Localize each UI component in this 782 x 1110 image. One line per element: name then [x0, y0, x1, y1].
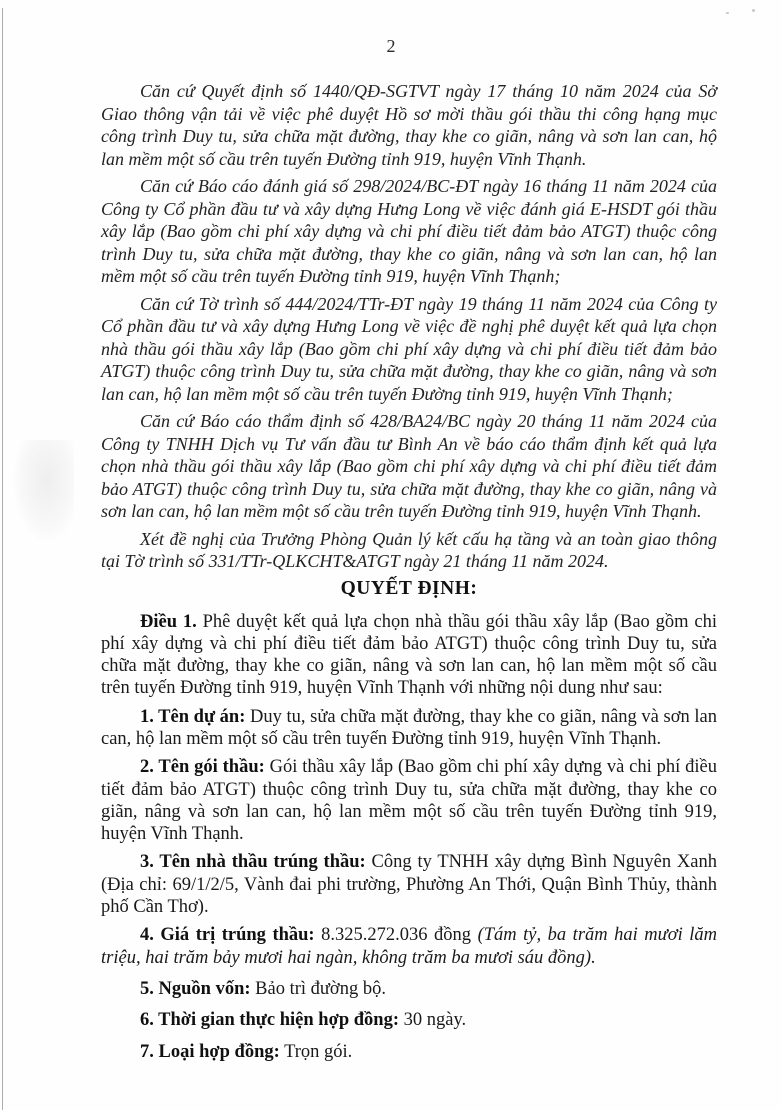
- item-4-label: 4. Giá trị trúng thầu:: [140, 925, 315, 946]
- item-contract-duration: [101, 1009, 717, 1031]
- item-winning-value: [101, 924, 717, 969]
- scan-speck-artifact: [752, 9, 755, 12]
- recital-paragraph-1: Căn cứ Quyết định số 1440/QĐ-SGTVT ngày 17 tháng 10 năm 2024 của Sở Giao thông vận tải về việc phê duyệt Hồ sơ mời thầu gói thầu thi công hạng mục công trình Duy tu, sửa chữa mặt đường, thay khe co giãn, nâng và sơn lan can, hộ lan mềm một số cầu trên tuyến Đường tỉnh 919, huyện Vĩnh Thạnh.: [101, 81, 717, 169]
- item-1-value: Duy tu, sửa chữa mặt đường, thay khe co giãn, nâng và sơn lan can, hộ lan mềm một số cầu trên tuyến Đường tỉnh 919, huyện Vĩnh Thạnh.: [101, 706, 717, 749]
- item-3-value: Công ty TNHH xây dựng Bình Nguyên Xanh (Địa chỉ: 69/1/2/5, Vành đai phi trường, Phường An Thới, Quận Bình Thủy, thành phố Cần Thơ).: [101, 852, 718, 918]
- article-1-text: Phê duyệt kết quả lựa chọn nhà thầu gói thầu xây lắp (Bao gồm chi phí xây dựng và chi phí điều tiết đảm bảo ATGT) thuộc công trình Duy tu, sửa chữa mặt đường, thay khe co giãn, nâng và sơn lan can, hộ lan mềm một số cầu trên tuyến Đường tỉnh 919, huyện Vĩnh Thạnh với những nội dung như sau:: [101, 611, 718, 699]
- article-1-paragraph: [101, 611, 717, 700]
- item-7-value: Trọn gói.: [284, 1041, 353, 1062]
- scan-edge-line: [2, 8, 3, 1110]
- recital-paragraph-4: Căn cứ Báo cáo thẩm định số 428/BA24/BC ngày 20 tháng 11 năm 2024 của Công ty TNHH Dịch vụ Tư vấn đầu tư Bình An về báo cáo thẩm định kết quả lựa chọn nhà thầu gói thầu xây lắp (Bao gồm chi phí xây dựng và chi phí điều tiết đảm bảo ATGT) thuộc công trình Duy tu, sửa chữa mặt đường, thay khe co giãn, nâng và sơn lan can, hộ lan mềm một số cầu trên tuyến Đường tỉnh 919, huyện Vĩnh Thạnh.: [101, 411, 717, 521]
- item-2-value: Gói thầu xây lắp (Bao gồm chi phí xây dựng và chi phí điều tiết đảm bảo ATGT) thuộc công trình Duy tu, sửa chữa mặt đường, thay khe co giãn, nâng và sơn lan can, hộ lan mềm một số cầu trên tuyến Đường tỉnh 919, huyện Vĩnh Thạnh.: [101, 757, 718, 845]
- article-1-label: Điều 1.: [140, 611, 197, 632]
- item-6-value: 30 ngày.: [403, 1010, 467, 1031]
- page-number: 2: [386, 36, 396, 56]
- item-4-value: 8.325.272.036 đồng: [321, 925, 472, 946]
- item-6-label: 6. Thời gian thực hiện hợp đồng:: [140, 1010, 399, 1031]
- recital-paragraph-5: Xét đề nghị của Trưởng Phòng Quản lý kết cấu hạ tầng và an toàn giao thông tại Tờ trình số 331/TTr-QLKCHT&ATGT ngày 21 tháng 11 năm 2024.: [101, 528, 717, 571]
- scan-speck-artifact: [726, 12, 729, 14]
- item-package-name: [101, 756, 717, 845]
- item-2-label: 2. Tên gói thầu:: [140, 757, 265, 778]
- recitals-section: [101, 80, 717, 573]
- item-1-label: 1. Tên dự án:: [140, 706, 246, 727]
- item-3-label: 3. Tên nhà thầu trúng thầu:: [140, 852, 366, 873]
- item-5-value: Bảo trì đường bộ.: [255, 978, 386, 999]
- item-funding-source: [101, 978, 717, 1000]
- decision-section: [101, 578, 717, 1063]
- item-project-name: [101, 706, 717, 751]
- item-5-label: 5. Nguồn vốn:: [140, 978, 251, 999]
- recital-paragraph-3: Căn cứ Tờ trình số 444/2024/TTr-ĐT ngày 19 tháng 11 năm 2024 của Công ty Cổ phần đầu tư và xây dựng Hưng Long về việc đề nghị phê duyệt kết quả lựa chọn nhà thầu gói thầu xây lắp (Bao gồm chi phí xây dựng và chi phí điều tiết đảm bảo ATGT) thuộc công trình Duy tu, sửa chữa mặt đường, thay khe co giãn, nâng và sơn lan can, hộ lan mềm một số cầu trên tuyến Đường tỉnh 919, huyện Vĩnh Thạnh;: [101, 293, 717, 404]
- item-7-label: 7. Loại hợp đồng:: [140, 1041, 280, 1062]
- item-contract-type: [101, 1041, 717, 1063]
- document-body: [101, 80, 717, 1072]
- scan-smudge-artifact: [14, 440, 74, 540]
- item-winning-contractor: [101, 851, 717, 918]
- decision-heading: QUYẾT ĐỊNH:: [340, 577, 478, 599]
- recital-paragraph-2: Căn cứ Báo cáo đánh giá số 298/2024/BC-ĐT ngày 16 tháng 11 năm 2024 của Công ty Cổ phần đầu tư và xây dựng Hưng Long về việc đánh giá E-HSDT gói thầu xây lắp (Bao gồm chi phí xây dựng và chi phí điều tiết đảm bảo ATGT) thuộc công trình Duy tu, sửa chữa mặt đường, thay khe co giãn, nâng và sơn lan can, hộ lan mềm một số cầu trên tuyến Đường tỉnh 919, huyện Vĩnh Thạnh;: [101, 176, 717, 286]
- item-4-value-in-words: (Tám tỷ, ba trăm hai mươi lăm triệu, hai trăm bảy mươi hai ngàn, không trăm ba mươi sáu đồng).: [101, 925, 718, 968]
